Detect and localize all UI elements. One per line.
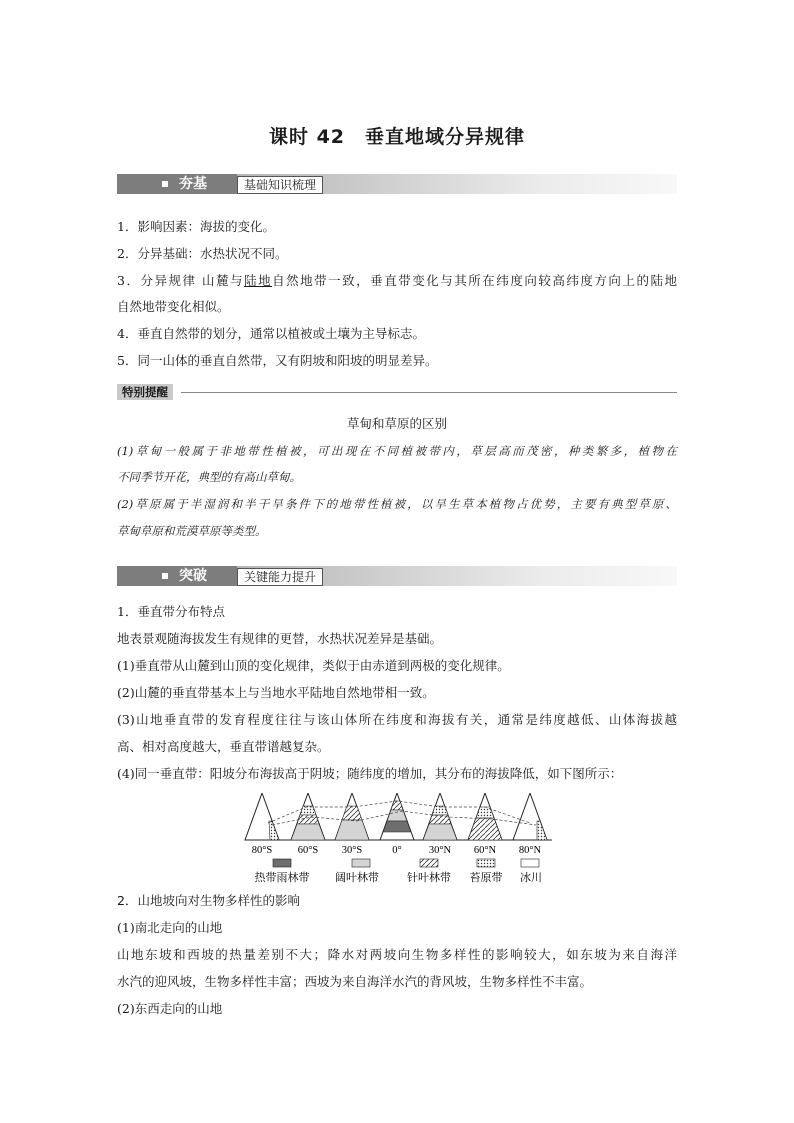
basic-point-3-part-a: 3．分异规律 山麓与 — [117, 273, 245, 288]
basic-point-1: 1．影响因素：海拔的变化。 — [117, 219, 275, 234]
latitude-label: 60°S — [297, 845, 319, 856]
legend-swatch-glacier — [521, 859, 539, 867]
tundra-band — [537, 821, 547, 840]
coniferous-band — [391, 801, 403, 810]
coniferous-band — [297, 815, 319, 824]
breakthrough-line-2: (1)垂直带从山麓到山顶的变化规律，类似于由赤道到两极的变化规律。 — [117, 658, 510, 673]
basic-point-2: 2．分异基础：水热状况不同。 — [117, 246, 288, 261]
latitude-label: 30°N — [428, 845, 452, 856]
breakthrough-heading-1: 1．垂直带分布特点 — [117, 604, 225, 619]
legend-label: 苔原带 — [469, 872, 503, 884]
latitude-label: 60°N — [473, 845, 497, 856]
basic-point-3-line1 — [117, 272, 677, 290]
latitude-label: 30°S — [341, 845, 363, 856]
latitude-label: 80°N — [518, 845, 542, 856]
breakthrough-line-4b: 高、相对高度越大，垂直带谱越复杂。 — [117, 739, 330, 754]
special-tip-label: 特别提醒 — [117, 384, 173, 400]
basic-point-5: 5．同一山体的垂直自然带，又有阴坡和阳坡的明显差异。 — [117, 353, 438, 368]
breakthrough-line-1: 地表景观随海拔发生有规律的更替，水热状况差异是基础。 — [117, 631, 443, 646]
special-tip-rule — [181, 392, 677, 393]
legend-label: 冰川 — [520, 872, 542, 884]
section-main-label: 夯基 — [179, 176, 207, 192]
vertical-zone-diagram — [240, 793, 560, 887]
coniferous-band — [468, 818, 502, 840]
basic-point-3-line2: 自然地带变化相似。 — [117, 299, 230, 314]
legend-swatch-rainforest — [273, 859, 291, 867]
underlined-term: 陆地 — [244, 273, 273, 288]
tundra-band — [300, 806, 316, 815]
breakthrough-line-3: (2)山麓的垂直带基本上与当地水平陆地自然地带相一致。 — [117, 685, 435, 700]
breakthrough-line-5: (4)同一垂直带：阳坡分布海拔高于阴坡；随纬度的增加，其分布的海拔降低，如下图所示： — [117, 766, 623, 781]
coniferous-band — [429, 815, 451, 824]
section-main-label: 突破 — [179, 568, 207, 584]
tip-para-2-line1: (2)草原属于半湿润和半干旱条件下的地带性植被，以旱生草本植物占优势，主要有典型草原、 — [117, 497, 677, 511]
breakthrough-line-7a: 山地东坡和西坡的热量差别不大；降水对两坡向生物多样性的影响较大，如东坡为来自海洋 — [117, 947, 677, 962]
coniferous-band — [342, 806, 362, 820]
square-bullet-icon — [162, 573, 168, 579]
latitude-label: 80°S — [251, 845, 273, 856]
legend-label: 热带雨林带 — [254, 872, 310, 884]
breakthrough-line-4a: (3)山地垂直带的发育程度往往与该山体所在纬度和海拔有关，通常是纬度越低、山体海拔越 — [117, 712, 677, 727]
tip-para-1-line1: (1)草甸一般属于非地带性植被，可出现在不同植被带内，草层高而茂密，种类繁多，植物在 — [117, 444, 677, 458]
tip-para-1-line2: 不同季节开花，典型的有高山草甸。 — [117, 470, 301, 484]
section-sub-label: 基础知识梳理 — [237, 176, 323, 194]
tip-para-2-line2: 草甸草原和荒漠草原等类型。 — [117, 524, 267, 538]
legend-swatch-tundra — [477, 859, 495, 867]
tundra-band — [476, 807, 494, 818]
square-bullet-icon — [162, 181, 168, 187]
broadleaf-band — [423, 824, 457, 840]
page-title: 课时 42 垂直地域分异规律 — [268, 126, 526, 148]
section-header-basics — [117, 174, 677, 194]
broadleaf-band — [335, 820, 369, 840]
breakthrough-heading-2: 2．山地坡向对生物多样性的影响 — [117, 893, 300, 908]
latitude-label: 0° — [392, 845, 402, 856]
legend-label: 针叶林带 — [407, 872, 451, 884]
section-sub-label: 关键能力提升 — [237, 568, 323, 586]
breakthrough-line-6: (1)南北走向的山地 — [117, 920, 223, 935]
tip-title: 草甸和草原的区别 — [346, 416, 447, 431]
legend-swatch-broadleaf — [352, 859, 370, 867]
rainforest-band — [383, 821, 411, 832]
section-header-dark-block — [117, 174, 237, 194]
breakthrough-line-8: (2)东西走向的山地 — [117, 1001, 223, 1016]
legend-swatch-coniferous — [420, 859, 438, 867]
basic-point-4: 4．垂直自然带的划分，通常以植被或土壤为主导标志。 — [117, 326, 425, 341]
section-header-dark-block — [117, 566, 237, 586]
special-tip-header — [117, 384, 677, 400]
section-header-breakthrough — [117, 566, 677, 586]
broadleaf-band — [291, 824, 325, 840]
breakthrough-line-7b: 水汽的迎风坡，生物多样性丰富；西坡为来自海洋水汽的背风坡，生物多样性不丰富。 — [117, 974, 593, 989]
basic-point-3-part-b: 自然地带一致，垂直带变化与其所在纬度向较高纬度方向上的陆地 — [272, 273, 677, 288]
legend-label: 阔叶林带 — [335, 872, 379, 884]
